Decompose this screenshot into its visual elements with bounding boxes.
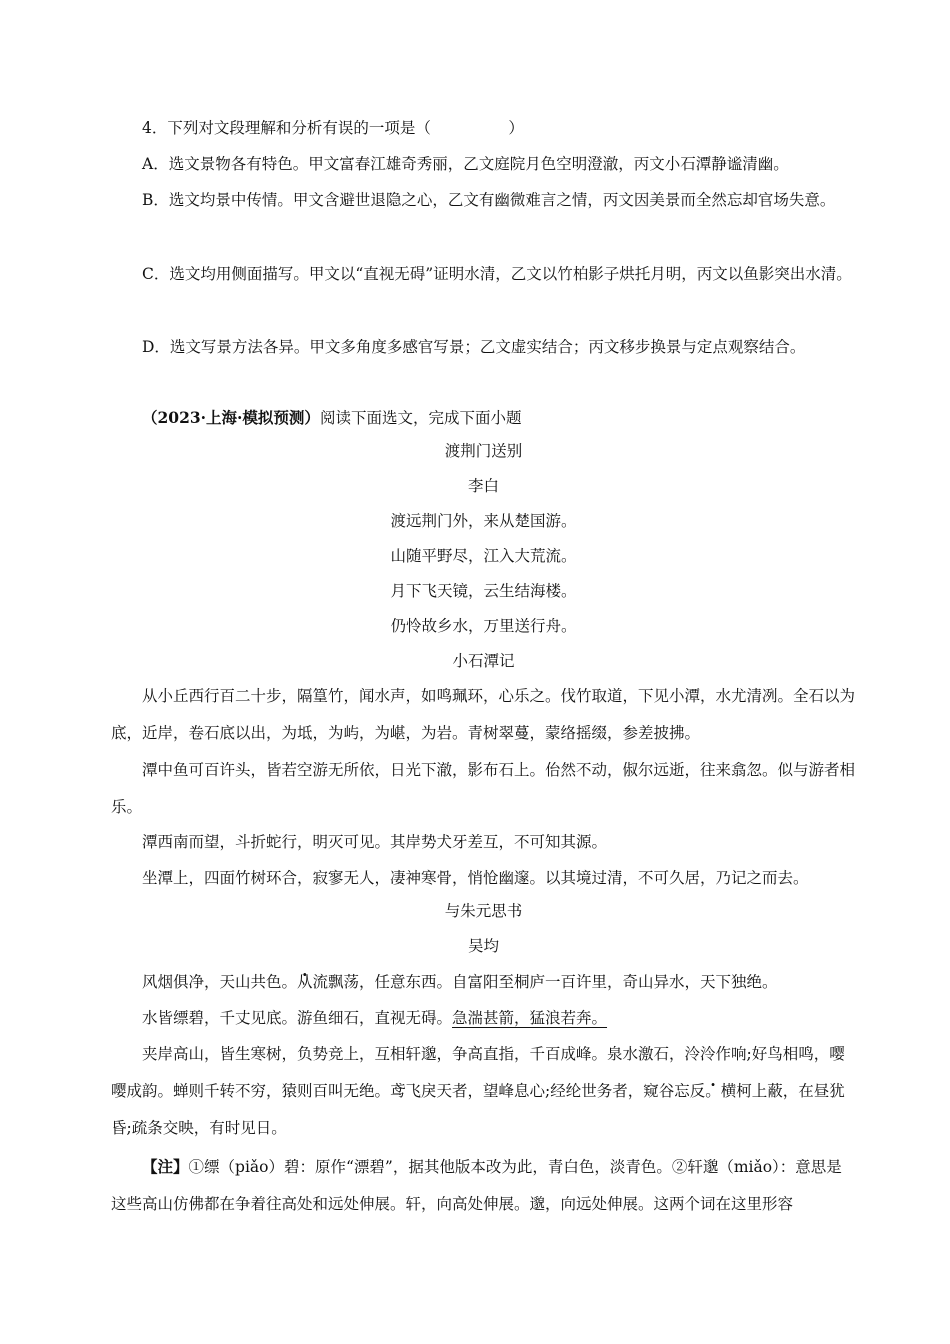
note-text: ①缥（piǎo）碧：原作“漂碧”，据其他版本改为此，青白色，淡青色。②轩邈（miǎo）：意思是这些高山仿佛都在争着往高处和远处伸展。轩，向高处伸展。邈，向远处伸展。这两个词在这里形容 xyxy=(111,1158,842,1213)
poem-line: 渡远荆门外，来从楚国游。 xyxy=(390,512,577,530)
text-segment: 夹岸高山，皆生寒树，负势竞上，互相轩邈，争高直指，千百成峰。泉水激石，泠泠作响;好鸟相鸣，嘤嘤成韵。蝉则千转不穷，猿则百叫无绝。鸢飞戾天者，望峰息心;经纶世务者，窥谷忘 xyxy=(111,1045,845,1100)
essay1-paragraph: 从小丘西行百二十步，隔篁竹，闻水声，如鸣珮环，心乐之。伐竹取道，下见小潭，水尤清冽。全石以为底，近岸，卷石底以出，为坻，为屿，为嵁，为岩。青树翠蔓，蒙络摇缀，参差披拂。 xyxy=(111,687,856,742)
poem-title: 渡荆门送别 xyxy=(444,442,523,460)
essay2-author: 吴均 xyxy=(467,937,499,955)
emphasis-dot-char: 反 xyxy=(689,1082,706,1100)
essay2-paragraph-1 xyxy=(111,964,887,1000)
section-instruction xyxy=(111,400,887,436)
text-segment: 流飘荡，任意东西。自富阳至桐庐一百许里，奇山异水，天下独绝。 xyxy=(312,973,778,991)
option-c: C．选文均用侧面描写。甲文以“直视无碍”证明水清，乙文以竹柏影子烘托月明，丙文以鱼影突出水清。 xyxy=(142,265,852,283)
question-4-stem: 4．下列对文段理解和分析有误的一项是（ ） xyxy=(142,119,524,137)
option-a: A．选文景物各有特色。甲文富春江雄奇秀丽，乙文庭院月色空明澄澈，丙文小石潭静谧清幽。 xyxy=(142,155,789,173)
essay2-paragraph-2 xyxy=(111,1000,887,1036)
instruction-text: 阅读下面选文，完成下面小题 xyxy=(319,409,522,427)
poem-line: 山随平野尽，江入大荒流。 xyxy=(390,547,577,565)
essay1-paragraph: 潭中鱼可百许头，皆若空游无所依，日光下澈，影布石上。佁然不动，俶尔远逝，往来翕忽。似与游者相乐。 xyxy=(111,761,856,816)
emphasis-dot-char: 从 xyxy=(297,973,313,991)
underlined-sentence: 急湍甚箭，猛浪若奔。 xyxy=(452,1009,608,1027)
text-segment: 。横柯上蔽，在昼犹昏;疏条交映，有时见日。 xyxy=(111,1082,845,1137)
option-d: D．选文写景方法各异。甲文多角度多感官写景；乙文虚实结合；丙文移步换景与定点观察结合。 xyxy=(142,338,806,356)
text-segment: 水皆缥碧，千丈见底。游鱼细石，直视无碍。 xyxy=(142,1009,453,1027)
note-label: 【注】 xyxy=(142,1157,189,1176)
poem-author: 李白 xyxy=(467,477,499,495)
option-b: B．选文均景中传情。甲文含避世退隐之心，乙文有幽微难言之情，丙文因美景而全然忘却官场失意。 xyxy=(142,191,836,209)
poem-line: 月下飞天镜，云生结海楼。 xyxy=(390,582,577,600)
essay2-title: 与朱元思书 xyxy=(444,902,523,920)
text-segment: 风烟俱净，天山共色。 xyxy=(142,973,298,991)
poem-line: 仍怜故乡水，万里送行舟。 xyxy=(390,617,577,635)
essay1-title: 小石潭记 xyxy=(452,652,515,670)
annotation-note xyxy=(111,1148,856,1223)
essay2-paragraph-3 xyxy=(111,1036,856,1147)
essay1-paragraph: 潭西南而望，斗折蛇行，明灭可见。其岸势犬牙差互，不可知其源。 xyxy=(142,833,608,851)
essay1-paragraph: 坐潭上，四面竹树环合，寂寥无人，凄神寒骨，悄怆幽邃。以其境过清，不可久居，乃记之而去。 xyxy=(142,869,809,887)
source-tag: （2023·上海·模拟预测） xyxy=(142,408,320,427)
